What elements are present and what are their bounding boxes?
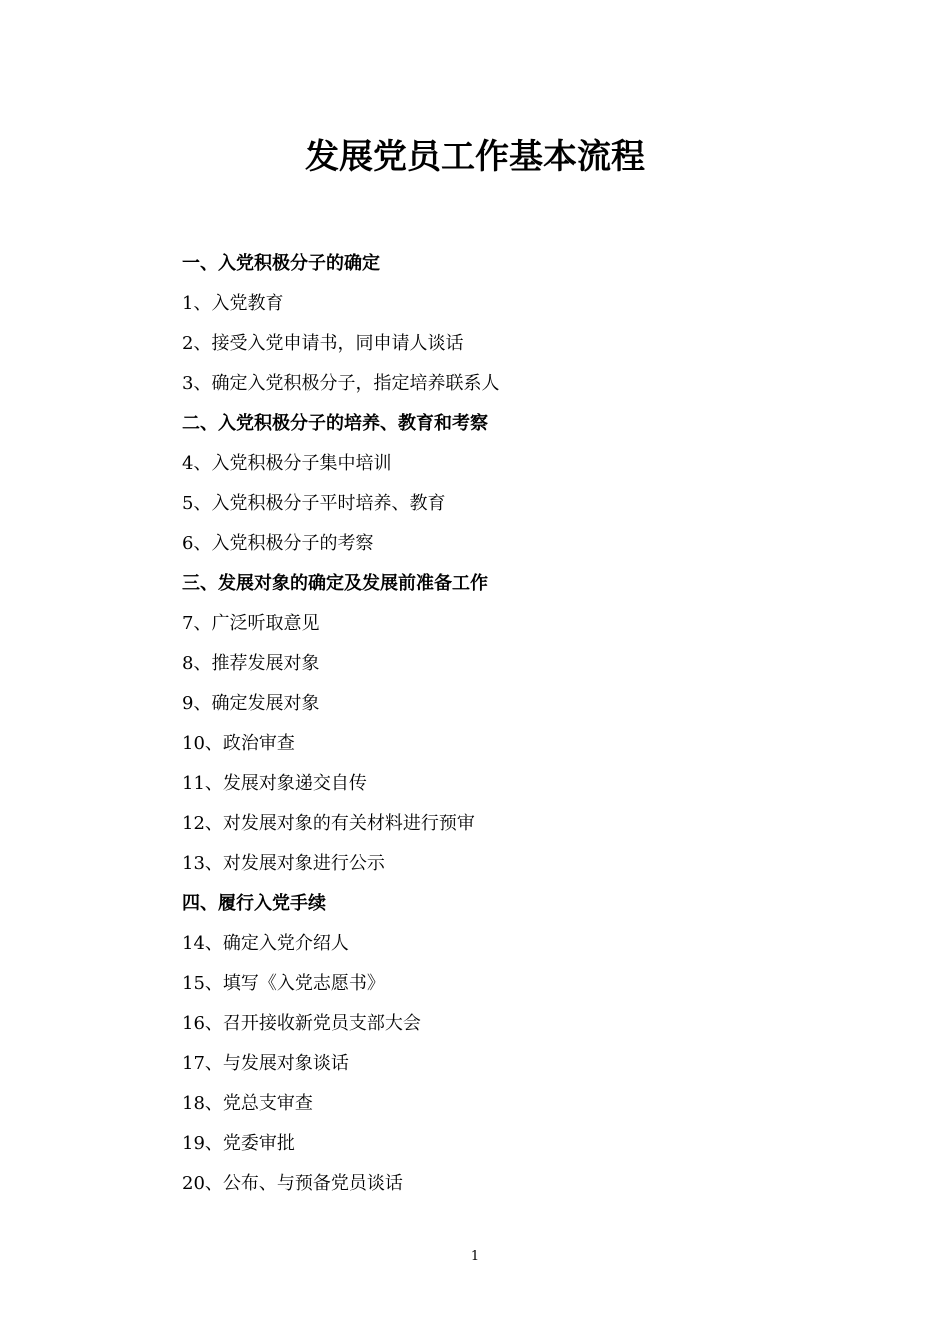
- step-item: 5、入党积极分子平时培养、教育: [182, 493, 446, 514]
- step-item: 13、对发展对象进行公示: [182, 853, 385, 874]
- section-heading: 二、入党积极分子的培养、教育和考察: [182, 413, 488, 434]
- step-item: 2、接受入党申请书，同申请人谈话: [182, 333, 464, 354]
- step-item: 10、政治审查: [182, 733, 295, 754]
- step-item: 17、与发展对象谈话: [182, 1053, 349, 1074]
- step-item: 8、推荐发展对象: [182, 653, 320, 674]
- step-item: 14、确定入党介绍人: [182, 933, 349, 954]
- step-item: 1、入党教育: [182, 293, 284, 314]
- process-outline: [182, 244, 882, 1204]
- step-item: 15、填写《入党志愿书》: [182, 973, 385, 994]
- step-item: 20、公布、与预备党员谈话: [182, 1173, 403, 1194]
- step-item: 18、党总支审查: [182, 1093, 313, 1114]
- step-item: 19、党委审批: [182, 1133, 295, 1154]
- step-item: 6、入党积极分子的考察: [182, 533, 374, 554]
- page-number: 1: [470, 1249, 480, 1264]
- section-heading: 四、履行入党手续: [182, 893, 326, 914]
- step-item: 3、确定入党积极分子，指定培养联系人: [182, 373, 500, 394]
- step-item: 11、发展对象递交自传: [182, 773, 367, 794]
- step-item: 16、召开接收新党员支部大会: [182, 1013, 421, 1034]
- step-item: 7、广泛听取意见: [182, 613, 320, 634]
- page-title: 发展党员工作基本流程: [305, 137, 645, 177]
- step-item: 12、对发展对象的有关材料进行预审: [182, 813, 475, 834]
- step-item: 4、入党积极分子集中培训: [182, 453, 392, 474]
- section-heading: 三、发展对象的确定及发展前准备工作: [182, 573, 488, 594]
- section-heading: 一、入党积极分子的确定: [182, 253, 380, 274]
- step-item: 9、确定发展对象: [182, 693, 320, 714]
